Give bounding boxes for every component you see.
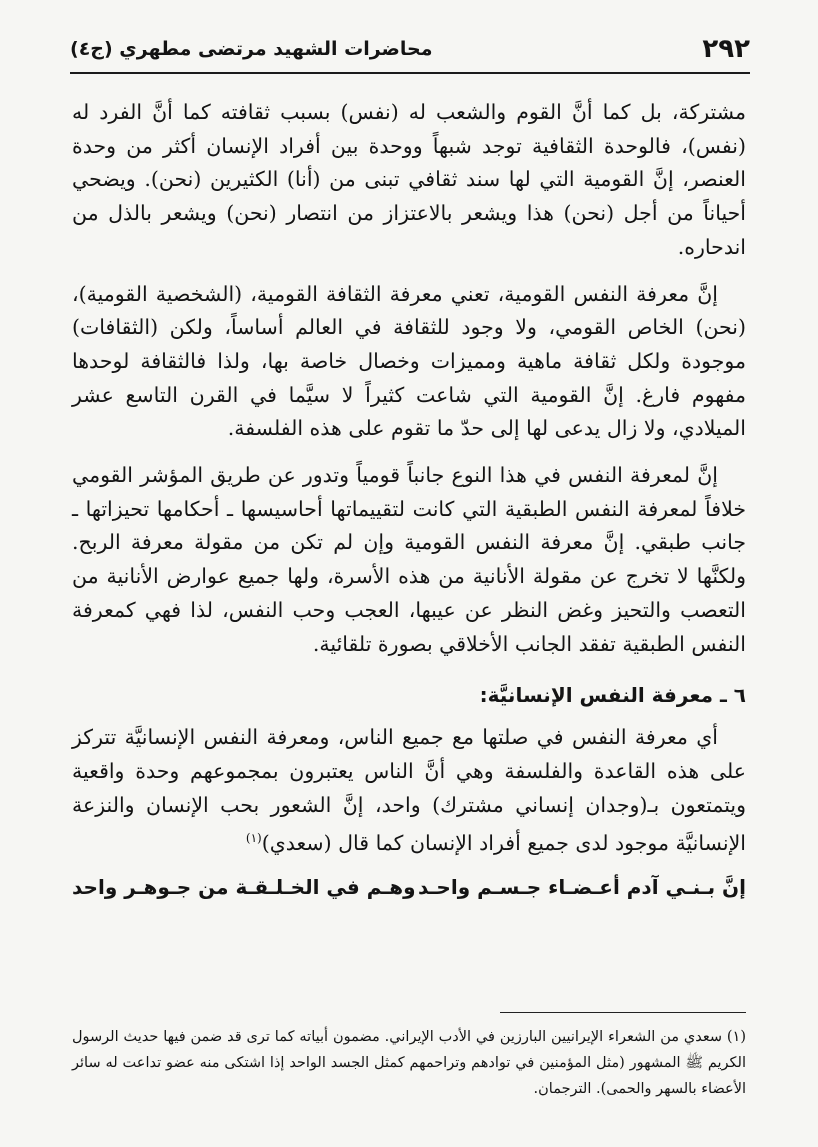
page-header bbox=[70, 26, 750, 74]
paragraph: إنَّ معرفة النفس القومية، تعني معرفة الثقافة القومية، (الشخصية القومية)، (نحن) الخاص القومي، ولا وجود للثقافة في العالم أساساً، ولكن (الثقافات) موجودة ولكل ثقافة ماهية ومميزات وخصال خاصة بها، ولذا فالثقافة لوحدها مفهوم فارغ. إنَّ القومية التي شاعت كثيراً لا سيَّما في القرن التاسع عشر الميلادي، ولا زال يدعى لها إلى حدّ ما تقوم على هذه الفلسفة. bbox=[72, 281, 746, 441]
footnote-divider bbox=[500, 1012, 746, 1013]
poem-hemistich-second: وهـم في الخـلـقـة من جـوهـر واحد bbox=[72, 874, 416, 899]
poem-verse bbox=[72, 875, 746, 899]
poem-hemistich-first: إنَّ بـنـي آدم أعـضـاء جـسـم واحـد bbox=[418, 874, 746, 899]
paragraph: إنَّ لمعرفة النفس في هذا النوع جانباً قومياً وتدور عن طريق المؤشر القومي خلافاً لمعرفة النفس الطبقية التي كانت لتقييماتها أحاسيسها ـ أحكامها تحيزاتها ـ جانب طبقي. إنَّ معرفة النفس القومية وإن لم تكن من مقولة معرفة الربح. ولكنَّها لا تخرج عن مقولة الأنانية من هذه الأسرة، ولها جميع عوارض الأنانية من التعصب والتحيز وغض النظر عن عيبها، العجب وحب النفس، لذا فهي كمعرفة النفس الطبقية تفقد الجانب الأخلاقي بصورة تلقائية. bbox=[72, 463, 746, 656]
body-text bbox=[72, 96, 746, 899]
footnote: (١) سعدي من الشعراء الإيرانيين البارزين في الأدب الإيراني. مضمون أبياته كما ترى قد ضمن فيها حديث الرسول الكريم ﷺ المشهور (مثل المؤمنين في توادهم وتراحمهم كمثل الجسد الواحد إذا اشتكى منه عضو تداعت له سائر الأعضاء بالسهر والحمى). الترجمان. bbox=[72, 1029, 746, 1097]
section-heading: ٦ ـ معرفة النفس الإنسانيَّة: bbox=[479, 683, 746, 708]
page-number: ٢٩٢ bbox=[702, 34, 750, 64]
paragraph-text: أي معرفة النفس في صلتها مع جميع الناس، ومعرفة النفس الإنسانيَّة تتركز على هذه القاعدة والفلسفة وهي أنَّ الناس يعتبرون بمجموعهم وحدة واقعية ويتمتعون بـ(وجدان إنساني مشترك) واحد، إنَّ الشعور بحب الإنسان والنزعة الإنسانيَّة موجود لدى جميع أفراد الإنسان كما قال (سعدي) bbox=[72, 725, 746, 856]
running-title: محاضرات الشهيد مرتضى مطهري (ج٤) bbox=[70, 38, 433, 60]
footnote-marker: (١) bbox=[245, 831, 262, 846]
paragraph: مشتركة، بل كما أنَّ القوم والشعب له (نفس) بسبب ثقافته كما أنَّ الفرد له (نفس)، فالوحدة الثقافية توجد شبهاً ووحدة بين أفراد الإنسان أكثر من وحدة العنصر، إنَّ القومية التي لها سند ثقافي تبنى من (أنا) الكثيرين (نحن). ويضحي أحياناً من أجل (نحن) هذا ويشعر بالاعتزاز من انتصار (نحن) ويشعر بالذل من اندحاره. bbox=[72, 100, 746, 259]
paragraph bbox=[72, 721, 746, 861]
